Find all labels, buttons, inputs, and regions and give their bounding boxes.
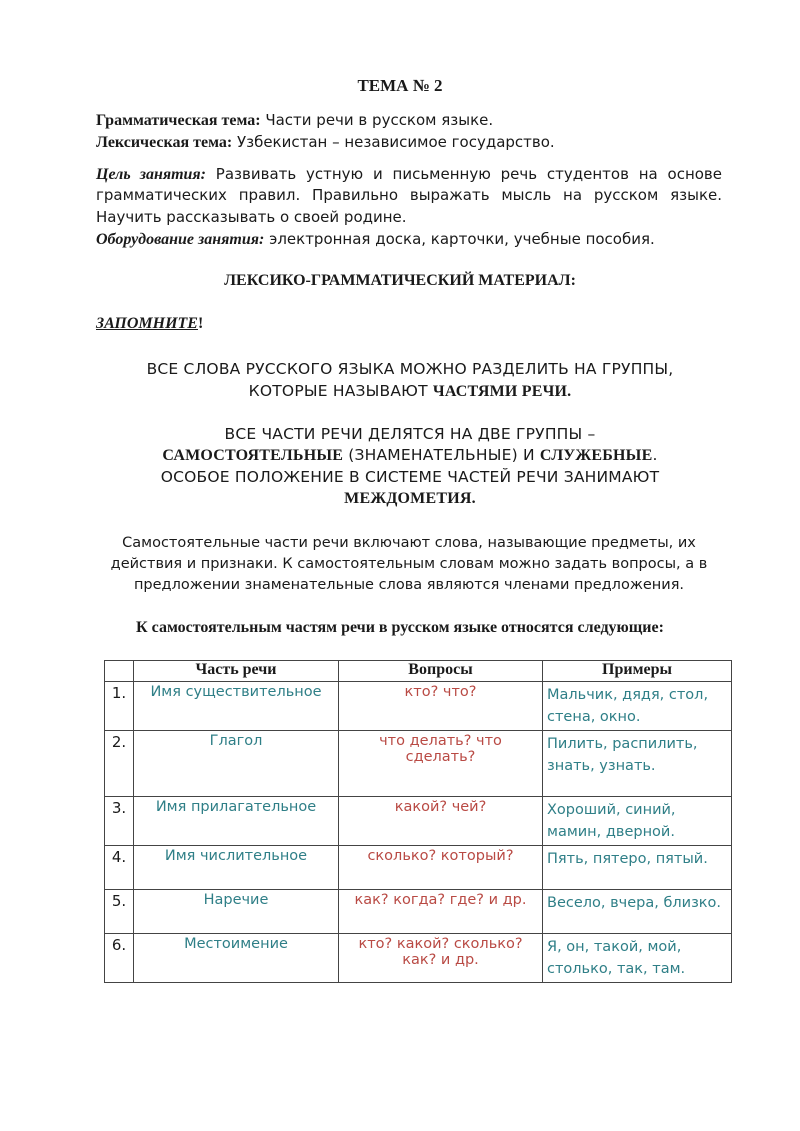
row-number: 5.: [105, 890, 134, 934]
rule-2-bold-1: САМОСТОЯТЕЛЬНЫЕ: [162, 447, 344, 464]
table-row: [105, 797, 732, 846]
part-of-speech: Наречие: [134, 890, 339, 934]
part-of-speech: Имя числительное: [134, 846, 339, 890]
row-number: 2.: [105, 731, 134, 797]
equipment-label: Оборудование занятия:: [96, 231, 265, 248]
grammar-topic-label: Грамматическая тема:: [96, 112, 261, 129]
equipment-text: электронная доска, карточки, учебные пособия.: [264, 230, 655, 248]
examples: Хороший, синий, мамин, дверной.: [543, 797, 732, 846]
parts-of-speech-table: [104, 660, 732, 983]
examples: Мальчик, дядя, стол, стена, окно.: [543, 682, 732, 731]
header-number: [105, 661, 134, 682]
row-number: 4.: [105, 846, 134, 890]
remember-mark: !: [197, 315, 204, 332]
part-of-speech: Глагол: [134, 731, 339, 797]
rule-1-line-1: ВСЕ СЛОВА РУССКОГО ЯЗЫКА МОЖНО РАЗДЕЛИТЬ НА ГРУППЫ,: [146, 360, 674, 378]
row-number: 1.: [105, 682, 134, 731]
remember-note: [96, 315, 203, 333]
rule-1-prefix: КОТОРЫЕ НАЗЫВАЮТ: [248, 382, 433, 400]
equipment: [96, 229, 722, 250]
rule-2-mid: (ЗНАМЕНАТЕЛЬНЫЕ) И: [343, 446, 540, 464]
rule-2-bold-2: СЛУЖЕБНЫЕ: [539, 447, 653, 464]
grammar-topic-text: Части речи в русском языке.: [260, 111, 494, 129]
goal-line-3: Научить рассказывать о своей родине.: [96, 208, 407, 226]
rule-1-bold: ЧАСТЯМИ РЕЧИ.: [432, 383, 572, 400]
part-of-speech: Имя прилагательное: [134, 797, 339, 846]
examples: Весело, вчера, близко.: [543, 890, 732, 934]
rule-1-line-2: [60, 380, 760, 403]
examples: Я, он, такой, мой, столько, так, там.: [543, 934, 732, 983]
table-row: [105, 846, 732, 890]
rule-2-line-4: МЕЖДОМЕТИЯ.: [344, 490, 476, 507]
table-row: [105, 682, 732, 731]
remember-label: ЗАПОМНИТЕ: [96, 315, 198, 332]
row-number: 3.: [105, 797, 134, 846]
table-row: [105, 934, 732, 983]
part-of-speech: Имя существительное: [134, 682, 339, 731]
lexical-topic-text: Узбекистан – независимое государство.: [232, 133, 555, 151]
questions: как? когда? где? и др.: [339, 890, 543, 934]
table-row: [105, 731, 732, 797]
goal-line-1: [96, 164, 722, 185]
questions: сколько? который?: [339, 846, 543, 890]
header-examples: Примеры: [543, 661, 732, 682]
rule-2-line-1: ВСЕ ЧАСТИ РЕЧИ ДЕЛЯТСЯ НА ДВЕ ГРУППЫ –: [224, 425, 596, 443]
table-heading: К самостоятельным частям речи в русском языке относятся следующие:: [136, 619, 664, 636]
goal-text-1: Развивать устную и письменную речь студентов на основе: [206, 165, 723, 183]
table-header-row: [105, 661, 732, 682]
header-part-of-speech: Часть речи: [134, 661, 339, 682]
grammar-topic: [96, 110, 722, 131]
lexical-topic: [96, 132, 722, 153]
questions: кто? что?: [339, 682, 543, 731]
table-row: [105, 890, 732, 934]
goal-line-2: грамматических правил. Правильно выражать мысль на русском языке.: [96, 186, 722, 204]
questions: что делать? что сделать?: [339, 731, 543, 797]
page-title: ТЕМА № 2: [357, 76, 443, 95]
section-heading: ЛЕКСИКО-ГРАММАТИЧЕСКИЙ МАТЕРИАЛ:: [224, 272, 576, 289]
questions: кто? какой? сколько? как? и др.: [339, 934, 543, 983]
paragraph-line-3: предложении знаменательные слова являются членами предложения.: [133, 577, 685, 593]
questions: какой? чей?: [339, 797, 543, 846]
paragraph-line-2: действия и признаки. К самостоятельным словам можно задать вопросы, а в: [110, 556, 708, 572]
part-of-speech: Местоимение: [134, 934, 339, 983]
goal-label: Цель занятия:: [96, 166, 206, 183]
rule-2-line-2: [60, 444, 760, 467]
lexical-topic-label: Лексическая тема:: [96, 134, 233, 151]
rule-2-end: .: [652, 446, 658, 464]
examples: Пять, пятеро, пятый.: [543, 846, 732, 890]
rule-2-line-3: ОСОБОЕ ПОЛОЖЕНИЕ В СИСТЕМЕ ЧАСТЕЙ РЕЧИ ЗАНИМАЮТ: [160, 468, 660, 486]
row-number: 6.: [105, 934, 134, 983]
examples: Пилить, распилить, знать, узнать.: [543, 731, 732, 797]
header-questions: Вопросы: [339, 661, 543, 682]
paragraph-line-1: Самостоятельные части речи включают слова, называющие предметы, их: [122, 535, 696, 551]
